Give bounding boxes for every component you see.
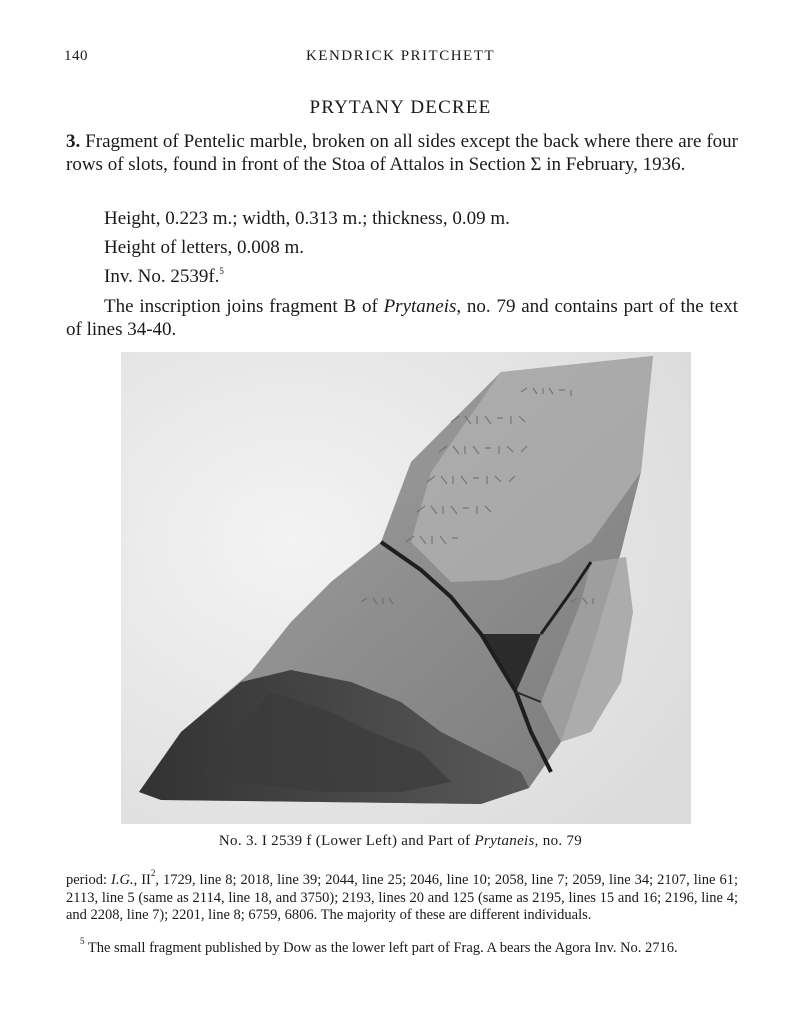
period-ig: I.G.: [111, 872, 134, 888]
section-title: PRYTANY DECREE: [309, 97, 492, 118]
period-lead: period:: [66, 872, 112, 888]
join-text-before: The inscription joins fragment B of: [104, 296, 384, 317]
marble-fragment-image: [121, 352, 691, 824]
caption-after: , no. 79: [534, 833, 583, 849]
entry-letter-height: Height of letters, 0.008 m.: [104, 237, 304, 258]
inventory-text: Inv. No. 2539f.: [104, 266, 220, 287]
join-text-italic: Prytaneis: [383, 296, 457, 317]
footnote-5: [66, 936, 738, 958]
entry-dimensions: Height, 0.223 m.; width, 0.313 m.; thickness, 0.09 m.: [104, 208, 510, 229]
page-number: 140: [64, 48, 88, 64]
entry-number: 3.: [66, 131, 81, 152]
inventory-footnote-mark: 5: [219, 266, 224, 276]
entry-inventory: [104, 266, 224, 288]
entry-join-paragraph: [66, 295, 738, 341]
caption-before: No. 3. I 2539 f (Lower Left) and Part of: [218, 833, 475, 849]
caption-italic: Prytaneis: [474, 833, 535, 849]
footnote-text: The small fragment published by Dow as the lower left part of Frag. A bears the Agora Inv. No. 2716.: [84, 940, 678, 956]
period-ig2: , II: [133, 872, 151, 888]
period-sup: 2: [150, 868, 156, 878]
figure-caption: [0, 833, 801, 850]
period-references: [66, 868, 738, 925]
period-rest: , 1729, line 8; 2018, line 39; 2044, line 25; 2046, line 10; 2058, line 7; 2059, line 34; 2107, line 61; 2113, line 5 (same as 2114, line 18, and 3750); 2193, lines 20 and 125 (same as 2195, lines 15 and 16; 2196, line 4; and 2208, line 7); 2201, line 8; 6759, 6806. The majority of these are different individuals.: [66, 872, 738, 923]
footnote-mark: 5: [80, 936, 85, 946]
entry-description-text: Fragment of Pentelic marble, broken on all sides except the back where there are four rows of slots, found in front of the Stoa of Attalos in Section Σ in February, 1936.: [66, 131, 738, 175]
running-head: KENDRICK PRITCHETT: [305, 48, 496, 64]
join-text-after: , no. 79 and contains part of the text of lines 34-40.: [66, 296, 738, 340]
inscription-photograph: [121, 352, 691, 824]
entry-description: [66, 130, 738, 176]
